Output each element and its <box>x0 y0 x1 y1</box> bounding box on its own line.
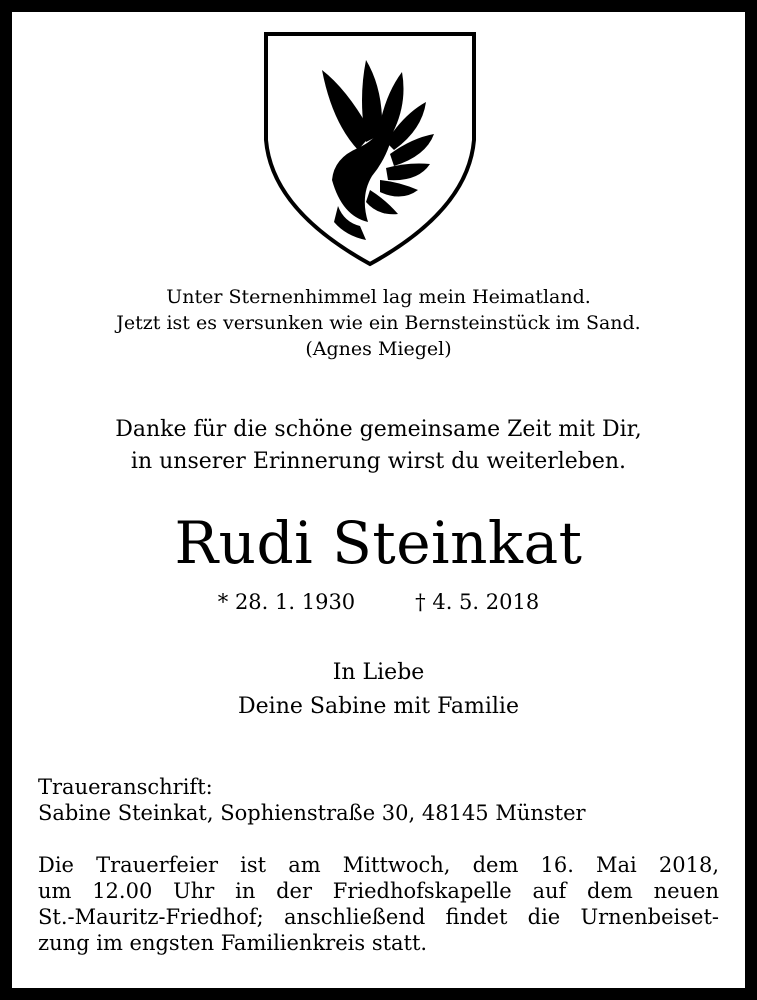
address-value: Sabine Steinkat, Sophienstraße 30, 48145 Münster <box>38 801 586 825</box>
mourning-address <box>38 774 719 826</box>
signature-greeting: In Liebe <box>332 660 425 685</box>
deceased-name: Rudi Steinkat <box>174 509 583 577</box>
poem <box>12 284 745 362</box>
ceremony-line: zung im engsten Familienkreis statt. <box>38 931 428 955</box>
poem-author: (Agnes Miegel) <box>305 338 452 360</box>
ceremony-line: St.-Mauritz-Friedhof; anschließend findet die Urnenbeiset- <box>38 905 719 929</box>
poem-line: Jetzt ist es versunken wie ein Bernsteinstück im Sand. <box>116 312 641 334</box>
life-dates <box>12 587 745 617</box>
ceremony-line: Die Trauerfeier ist am Mittwoch, dem 16. Mai 2018, <box>38 853 719 877</box>
signature <box>12 656 745 724</box>
thanks-line: in unserer Erinnerung wirst du weiterleben. <box>130 449 627 474</box>
death-date: † 4. 5. 2018 <box>415 590 540 614</box>
poem-line: Unter Sternenhimmel lag mein Heimatland. <box>166 286 591 308</box>
birth-date: * 28. 1. 1930 <box>217 590 356 614</box>
ceremony-info <box>38 852 719 956</box>
signature-family: Deine Sabine mit Familie <box>238 694 519 719</box>
address-label: Traueranschrift: <box>38 775 213 799</box>
thanks-line: Danke für die schöne gemeinsame Zeit mit Dir, <box>115 417 642 442</box>
thanks-text <box>12 414 745 478</box>
ceremony-line: um 12.00 Uhr in der Friedhofskapelle auf dem neuen <box>38 879 719 903</box>
eagle-wing-shield-icon <box>262 30 478 268</box>
